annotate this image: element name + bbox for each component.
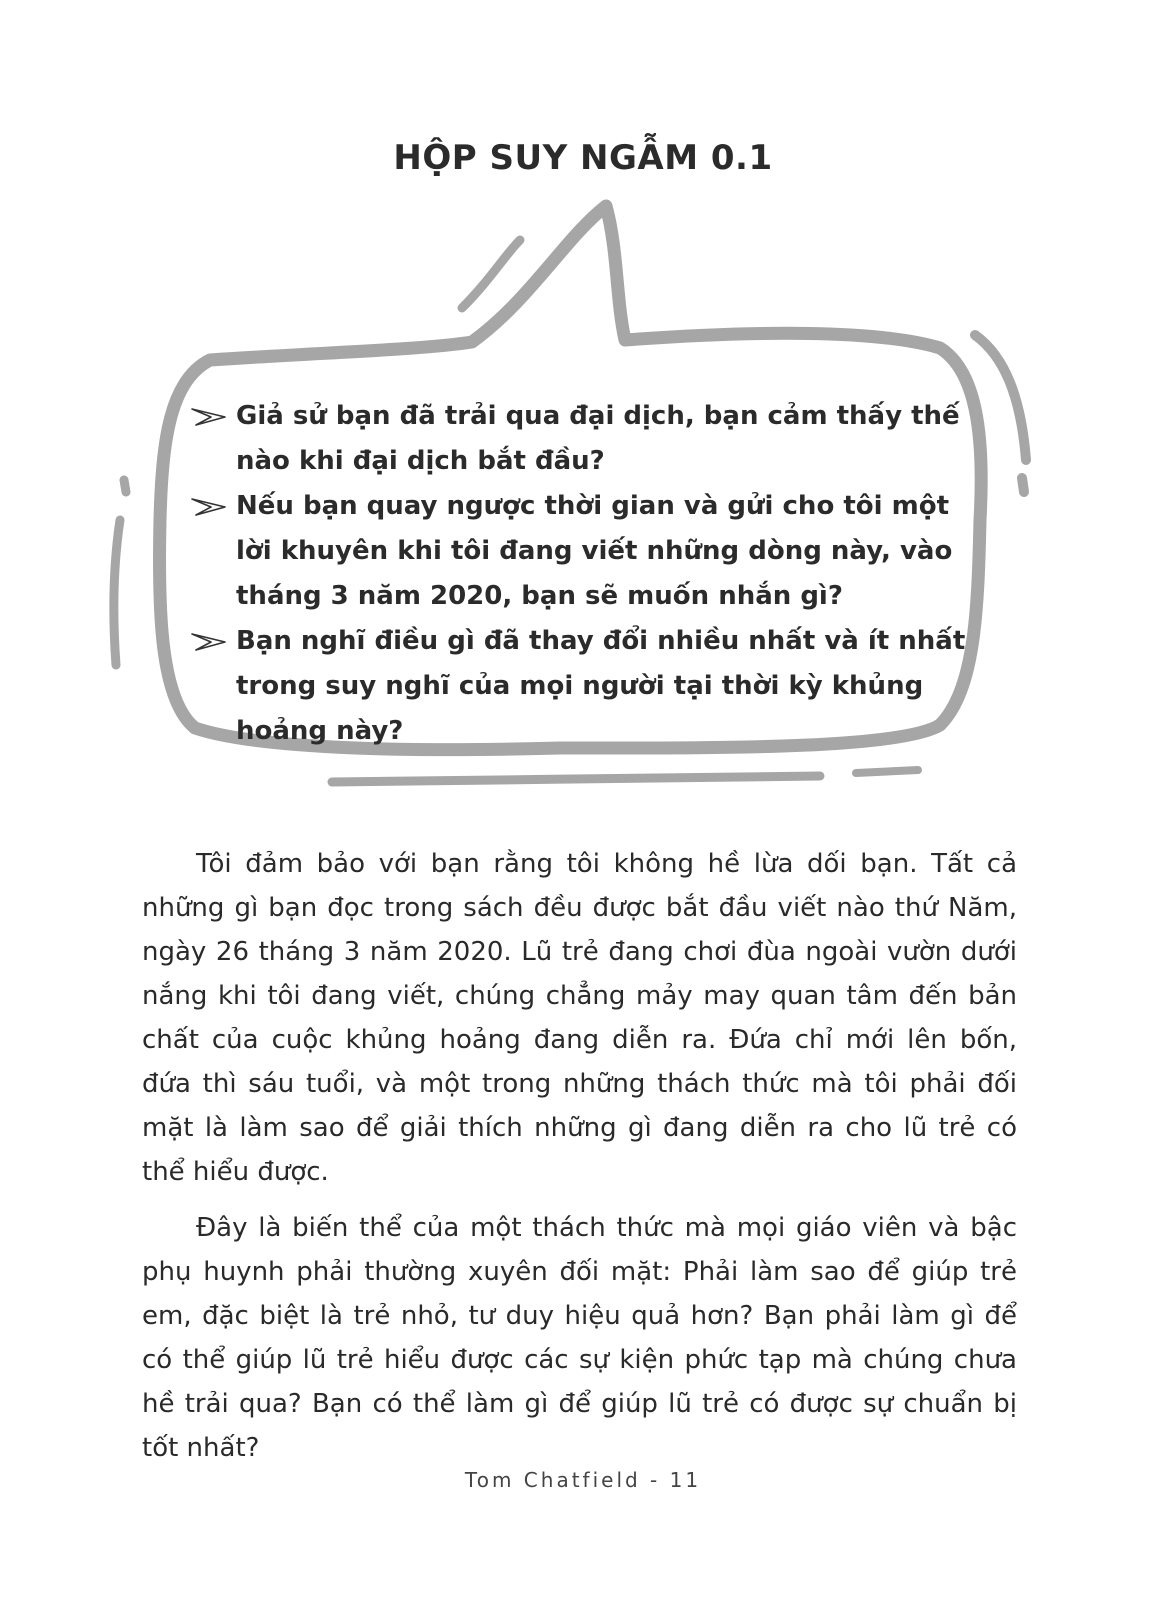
question-item <box>188 484 968 619</box>
question-text: Nếu bạn quay ngược thời gian và gửi cho tôi một lời khuyên khi tôi đang viết những dòng này, vào tháng 3 năm 2020, bạn sẽ muốn nhắn gì? <box>236 491 953 611</box>
page-footer: Tom Chatfield - 11 <box>464 1468 702 1492</box>
question-text: Giả sử bạn đã trải qua đại dịch, bạn cảm thấy thế nào khi đại dịch bắt đầu? <box>236 401 960 476</box>
question-item <box>188 394 968 484</box>
question-text: Bạn nghĩ điều gì đã thay đổi nhiều nhất và ít nhất trong suy nghĩ của mọi người tại thời kỳ khủng hoảng này? <box>236 626 966 746</box>
reflection-questions <box>188 394 968 754</box>
body-text <box>142 842 1017 1482</box>
arrow-bullet-icon <box>190 631 228 653</box>
paragraph: Đây là biến thể của một thách thức mà mọi giáo viên và bậc phụ huynh phải thường xuyên đối mặt: Phải làm sao để giúp trẻ em, đặc biệt là trẻ nhỏ, tư duy hiệu quả hơn? Bạn phải làm gì để có thể giúp lũ trẻ hiểu được các sự kiện phức tạp mà chúng chưa hề trải qua? Bạn có thể làm gì để giúp lũ trẻ có được sự chuẩn bị tốt nhất? <box>142 1213 1017 1463</box>
arrow-bullet-icon <box>190 406 228 428</box>
paragraph: Tôi đảm bảo với bạn rằng tôi không hề lừa dối bạn. Tất cả những gì bạn đọc trong sách đều được bắt đầu viết nào thứ Năm, ngày 26 tháng 3 năm 2020. Lũ trẻ đang chơi đùa ngoài vườn dưới nắng khi tôi đang viết, chúng chẳng mảy may quan tâm đến bản chất của cuộc khủng hoảng đang diễn ra. Đứa chỉ mới lên bốn, đứa thì sáu tuổi, và một trong những thách thức mà tôi phải đối mặt là làm sao để giải thích những gì đang diễn ra cho lũ trẻ có thể hiểu được. <box>142 849 1017 1187</box>
question-item <box>188 619 968 754</box>
box-title: HỘP SUY NGẪM 0.1 <box>393 138 773 178</box>
arrow-bullet-icon <box>190 496 228 518</box>
